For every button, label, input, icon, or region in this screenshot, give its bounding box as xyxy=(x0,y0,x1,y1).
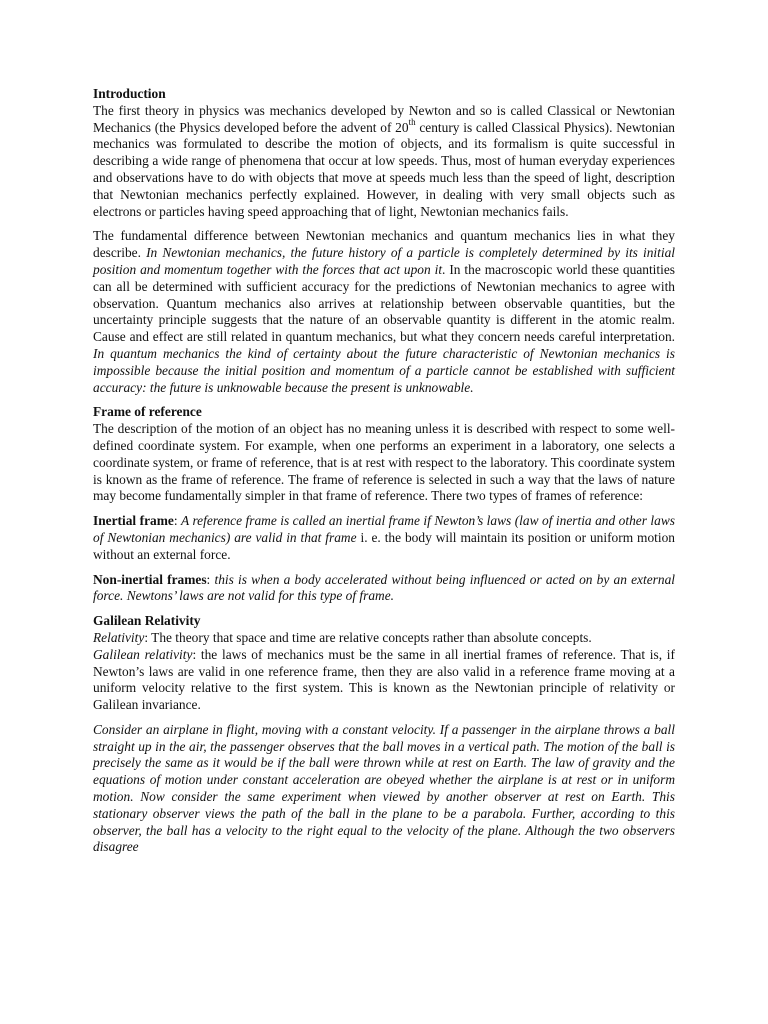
introduction-section xyxy=(93,86,675,396)
non-inertial-frame-paragraph xyxy=(93,572,675,606)
airplane-example-paragraph: Consider an airplane in flight, moving with a constant velocity. If a passenger in the airplane throws a ball straight up in the air, the passenger observes that the ball moves in a vertical path. The motion of the ball is precisely the same as it would be if the ball were thrown while at rest on Earth. The law of gravity and the equations of motion under constant acceleration are obeyed whether the airplane is at rest or in uniform motion. Now consider the same experiment when viewed by another observer at rest on Earth. This stationary observer views the path of the ball in the plane to be a parabola. Further, according to this observer, the ball has a velocity to the right equal to the velocity of the plane. Although the two observers disagree xyxy=(93,721,675,855)
non-inertial-frame-label: Non-inertial frames xyxy=(93,571,207,587)
inertial-definition: A reference frame is called an inertial frame if Newton’s laws (law of inertia and other laws of Newtonian mechanics) are valid in that frame xyxy=(93,513,675,545)
inertial-rest: i. e. the body will maintain its position or uniform motion without an external force. xyxy=(93,529,675,562)
intro-p1-text-a: The first theory in physics was mechanics developed by Newton and so is called Classical or Newtonian Mechanics (the Physics developed before the advent of 20 xyxy=(93,102,675,135)
introduction-paragraph-1 xyxy=(93,103,675,221)
relativity-label: Relativity xyxy=(93,629,145,645)
frame-of-reference-heading: Frame of reference xyxy=(93,404,202,420)
intro-p2-italic-2: In quantum mechanics the kind of certainty about the future characteristic of Newtonian mechanics is impossible because the initial position and momentum of a particle cannot be established with sufficient accuracy: the future is unknowable because the present is unknowable. xyxy=(93,345,675,395)
relativity-text: : The theory that space and time are relative concepts rather than absolute concepts. xyxy=(144,629,592,645)
galilean-relativity-section xyxy=(93,613,675,856)
inertial-frame-paragraph xyxy=(93,513,675,563)
intro-p2-text-b: . In the macroscopic world these quantities can all be determined with sufficient accuracy for the predictions of Newtonian mechanics to agree with observation. Quantum mechanics also arrives at relationship between observable quantities, but the uncertainty principle suggests that the nature of an observable quantity is different in the atomic realm. Cause and effect are still related in quantum mechanics, but what they concern needs careful interpretation. xyxy=(93,261,676,345)
intro-p2-text-a: The fundamental difference between Newtonian mechanics and quantum mechanics lies in what they describe. xyxy=(93,228,675,261)
introduction-paragraph-2 xyxy=(93,228,675,396)
frame-of-reference-section xyxy=(93,404,675,605)
introduction-heading: Introduction xyxy=(93,86,166,101)
non-inertial-colon: : xyxy=(206,571,215,587)
inertial-frame-label: Inertial frame xyxy=(93,513,174,529)
frame-paragraph: The description of the motion of an object has no meaning unless it is described with respect to some well-defined coordinate system. For example, when one performs an experiment in a laboratory, one selects a coordinate system, or frame of reference, that is at rest with respect to the laboratory. This coordinate system is known as the frame of reference. The frame of reference is selected in such a way that the laws of nature may become fundamentally simpler in that frame of reference. There two types of frames of reference: xyxy=(93,421,675,504)
galilean-relativity-label: Galilean relativity xyxy=(93,646,193,662)
document-page xyxy=(93,86,675,864)
inertial-colon: : xyxy=(173,513,182,529)
intro-p1-text-b: century is called Classical Physics). Newtonian mechanics was formulated to describe the motion of objects, and its formalism is quite successful in describing a wide range of phenomena that occur at low speeds. Thus, most of human everyday experiences and observations have to do with objects that move at speeds much less than the speed of light, description that Newtonian mechanics perfectly explained. However, in dealing with very small objects such as electrons or particles having speed approaching that of light, Newtonian mechanics fails. xyxy=(93,119,675,219)
intro-p2-italic-1: In Newtonian mechanics, the future history of a particle is completely determined by its initial position and momentum together with the forces that act upon it xyxy=(93,245,675,277)
non-inertial-definition: this is when a body accelerated without being influenced or acted on by an external force. Newtons’ laws are not valid for this type of frame. xyxy=(93,571,675,604)
galilean-relativity-definition xyxy=(93,647,675,714)
relativity-definition xyxy=(93,630,675,647)
galilean-relativity-text: : the laws of mechanics must be the same in all inertial frames of reference. That is, if Newton’s laws are valid in one reference frame, then they are also valid in a reference frame moving at a uniform velocity relative to the first system. This is known as the Newtonian principle of relativity or Galilean invariance. xyxy=(93,646,675,713)
century-superscript: th xyxy=(408,117,416,128)
galilean-relativity-heading: Galilean Relativity xyxy=(93,613,201,629)
